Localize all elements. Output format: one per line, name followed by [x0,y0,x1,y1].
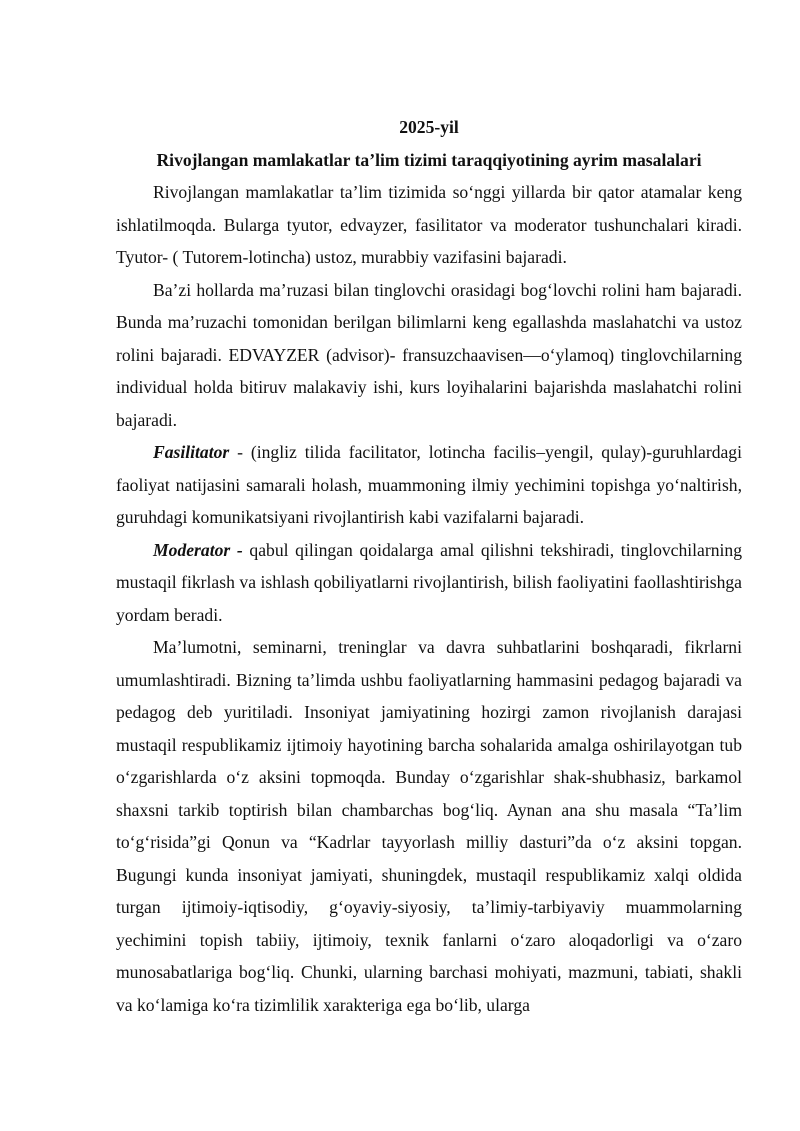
moderator-definition: qabul qilingan qoidalarga amal qilishni tekshiradi, tinglovchilarning mustaqil fikrlash va ishlash qobiliyatlarni rivojlantirish, bilish faoliyatini faollashtirishga yordam beradi. [116,539,742,625]
term-moderator: Moderator - [153,539,243,560]
facilitator-definition: - (ingliz tilida facilitator, lotincha facilis–yengil, qulay)-guruhlardagi faoliyat natijasini samarali holash, muammoning ilmiy yechimini topishga yo‘naltirish, guruhdagi komunikatsiyani rivojlantirish kabi vazifalarni bajaradi. [116,442,742,527]
paragraph-moderator [116,534,742,632]
term-facilitator: Fasilitator [153,442,230,462]
paragraph-main: Ma’lumotni, seminarni, treninglar va davra suhbatlarini boshqaradi, fikrlarni umumlashtiradi. Bizning ta’limda ushbu faoliyatlarning hammasini pedagog bajaradi va pedagog deb yuritiladi. Insoniyat jamiyatining hozirgi zamon rivojlanish darajasi mustaqil respublikamiz ijtimoiy hayotining barcha sohalarida amalga oshirilayotgan tub o‘zgarishlarda o‘z aksini topmoqda. Bunday o‘zgarishlar shak-shubhasiz, barkamol shaxsni tarkib toptirish bilan chambarchas bog‘liq. Aynan ana shu masala “Ta’lim to‘g‘risida”gi Qonun va “Kadrlar tayyorlash milliy dasturi”da o‘z aksini topgan. Bugungi kunda insoniyat jamiyati, shuningdek, mustaqil respublikamiz xalqi oldida turgan ijtimoiy-iqtisodiy, g‘oyaviy-siyosiy, ta’limiy-tarbiyaviy muammolarning yechimini topish tabiiy, ijtimoiy, texnik fanlarni o‘zaro aloqadorligi va o‘zaro munosabatlariga bog‘liq. Chunki, ularning barchasi mohiyati, mazmuni, tabiati, shakli va ko‘lamiga ko‘ra tizimlilik xarakteriga ega bo‘lib, ularga [116,637,742,1015]
document-title: Rivojlangan mamlakatlar ta’lim tizimi taraqqiyotining ayrim masalalari [156,149,702,170]
document-year: 2025-yil [399,117,459,137]
paragraph-facilitator [116,436,742,534]
paragraph-intro: Rivojlangan mamlakatlar ta’lim tizimida so‘nggi yillarda bir qator atamalar keng ishlatilmoqda. Bularga tyutor, edvayzer, fasilitator va moderator tushunchalari kiradi. Tyutor- ( Tutorem-lotincha) ustoz, murabbiy vazifasini bajaradi. [116,182,742,267]
document-page [116,111,742,1021]
paragraph-advisor: Ba’zi hollarda ma’ruzasi bilan tinglovchi orasidagi bog‘lovchi rolini ham bajaradi. Bunda ma’ruzachi tomonidan berilgan bilimlarni keng egallashda maslahatchi va ustoz rolini bajaradi. EDVAYZER (advisor)- fransuzchaavisen—o‘ylamoq) tinglovchilarning individual holda bitiruv malakaviy ishi, kurs loyihalarini bajarishda maslahatchi rolini bajaradi. [116,279,742,430]
